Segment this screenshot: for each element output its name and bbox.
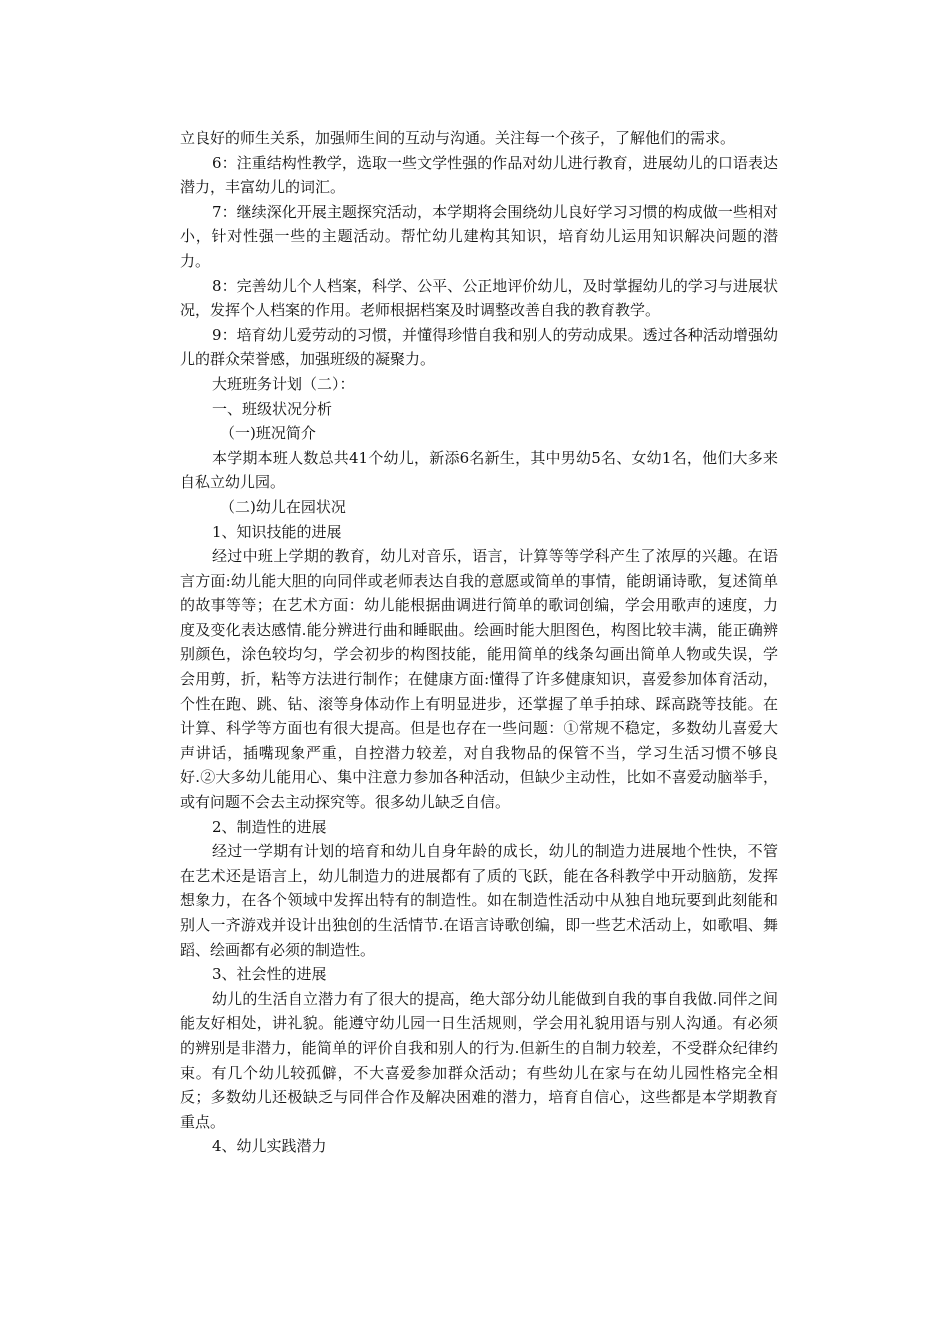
heading-class-analysis: 一、班级状况分析 — [212, 399, 333, 418]
subheading-children-status: （二)幼儿在园状况 — [220, 497, 346, 516]
paragraph-item-9: 9：培育幼儿爱劳动的习惯，并懂得珍惜自我和别人的劳动成果。透过各种活动增强幼儿的群众荣誉感，加强班级的凝聚力。 — [180, 325, 778, 369]
heading-creativity: 2、制造性的进展 — [212, 817, 327, 836]
section-title: 大班班务计划（二）： — [212, 374, 355, 393]
paragraph-social: 幼儿的生活自立潜力有了很大的提高，绝大部分幼儿能做到自我的事自我做.同伴之间能友好相处，讲礼貌。能遵守幼儿园一日生活规则，学会用礼貌用语与别人沟通。有必须的辨别是非潜力，能简单的评价自我和别人的行为.但新生的自制力较差，不受群众纪律约束。有几个幼儿较孤僻，不大喜爱参加群众活动；有些幼儿在家与在幼儿园性格完全相反；多数幼儿还极缺乏与同伴合作及解决困难的潜力，培育自信心，这些都是本学期教育重点。 — [180, 989, 778, 1131]
heading-practice: 4、幼儿实践潜力 — [212, 1137, 327, 1156]
heading-social: 3、社会性的进展 — [212, 965, 327, 984]
paragraph-item-8: 8：完善幼儿个人档案，科学、公平、公正地评价幼儿，及时掌握幼儿的学习与进展状况，发挥个人档案的作用。老师根据档案及时调整改善自我的教育教学。 — [180, 276, 778, 320]
heading-knowledge-skills: 1、知识技能的进展 — [212, 522, 342, 541]
paragraph-creativity: 经过一学期有计划的培育和幼儿自身年龄的成长，幼儿的制造力进展地个性快，不管在艺术还是语言上，幼儿制造力的进展都有了质的飞跃，能在各科教学中开动脑筋，发挥想象力，在各个领域中发挥出特有的制造性。如在制造性活动中从独自地玩要到此刻能和别人一齐游戏并设计出独创的生活情节.在语言诗歌创编，即一些艺术活动上，如歌唱、舞蹈、绘画都有必须的制造性。 — [180, 842, 778, 959]
paragraph-class-intro: 本学期本班人数总共41个幼儿，新添6名新生，其中男幼5名、女幼1名，他们大多来自私立幼儿园。 — [180, 448, 778, 492]
paragraph-item-6: 6：注重结构性教学，选取一些文学性强的作品对幼儿进行教育，进展幼儿的口语表达潜力，丰富幼儿的词汇。 — [180, 153, 778, 197]
subheading-class-intro: （一)班况简介 — [220, 424, 316, 443]
paragraph-continuation: 立良好的师生关系，加强师生间的互动与沟通。关注每一个孩子，了解他们的需求。 — [180, 129, 736, 147]
paragraph-knowledge-skills: 经过中班上学期的教育，幼儿对音乐，语言，计算等等学科产生了浓厚的兴趣。在语言方面:幼儿能大胆的向同伴或老师表达自我的意愿或简单的事情，能朗诵诗歌，复述简单的故事等等；在艺术方面：幼儿能根据曲调进行简单的歌词创编，学会用歌声的速度，力度及变化表达感情.能分辨进行曲和睡眠曲。绘画时能大胆图色，构图比较丰满，能正确辨别颜色，涂色较均匀，学会初步的构图技能，能用简单的线条勾画出简单人物或失误，学会用剪，折，粘等方法进行制作；在健康方面:懂得了许多健康知识，喜爱参加体育活动，个性在跑、跳、钻、滚等身体动作上有明显进步，还掌握了单手拍球、踩高跷等技能。在计算、科学等方面也有很大提高。但是也存在一些问题：①常规不稳定，多数幼儿喜爱大声讲话，插嘴现象严重，自控潜力较差，对自我物品的保管不当，学习生活习惯不够良好.②大多幼儿能用心、集中注意力参加各种活动，但缺少主动性，比如不喜爱动脑举手，或有问题不会去主动探究等。很多幼儿缺乏自信。 — [180, 547, 778, 812]
paragraph-item-7: 7：继续深化开展主题探究活动，本学期将会围绕幼儿良好学习习惯的构成做一些相对小，针对性强一些的主题活动。帮忙幼儿建构其知识，培育幼儿运用知识解决问题的潜力。 — [180, 202, 778, 270]
document-page — [180, 126, 778, 1159]
